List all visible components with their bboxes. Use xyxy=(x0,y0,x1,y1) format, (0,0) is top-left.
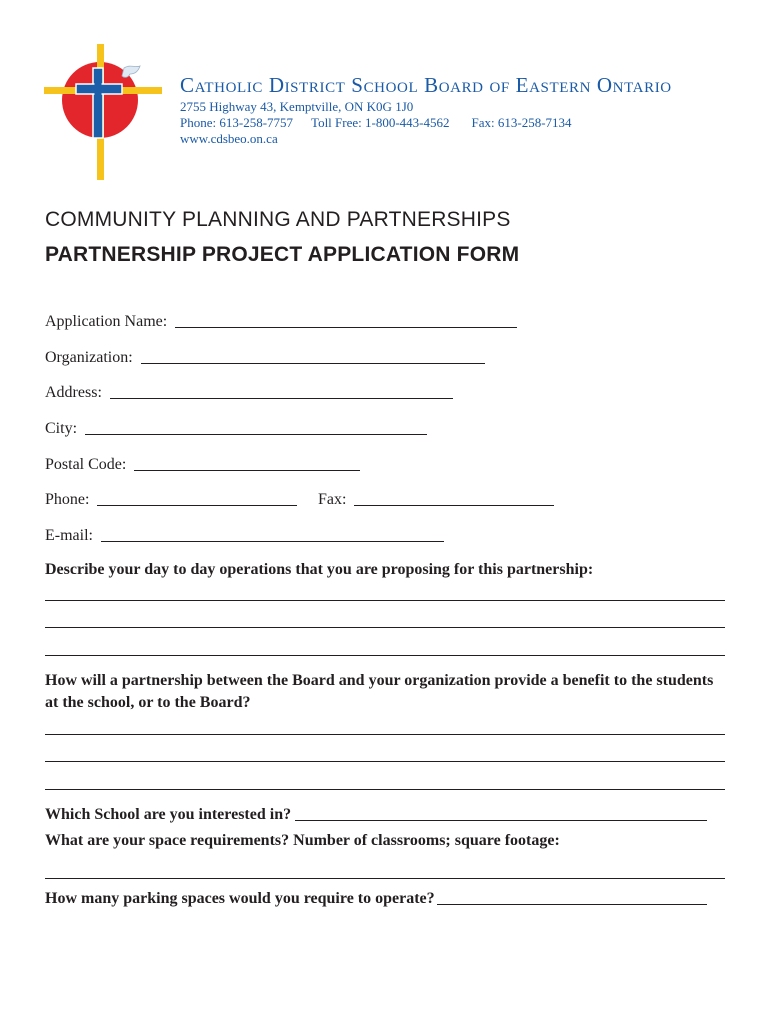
benefit-answer-line-2[interactable] xyxy=(45,761,725,762)
organization-label: Organization: xyxy=(45,349,133,366)
org-toll-free: Toll Free: 1-800-443-4562 xyxy=(311,115,450,130)
phone-field[interactable] xyxy=(45,487,297,509)
org-fax: Fax: 613-258-7134 xyxy=(471,115,572,130)
phone-label: Phone: xyxy=(45,491,90,508)
org-name: Catholic District School Board of Eastern Ontario xyxy=(180,73,672,97)
fax-field[interactable] xyxy=(318,487,554,509)
parking-input-line[interactable] xyxy=(437,903,707,905)
organization-input-line[interactable] xyxy=(141,362,485,364)
address-input-line[interactable] xyxy=(110,397,453,399)
email-label: E-mail: xyxy=(45,527,93,544)
org-phone: Phone: 613-258-7757 xyxy=(180,115,294,130)
org-address: 2755 Highway 43, Kemptville, ON K0G 1J0 xyxy=(180,99,414,114)
postal-code-field[interactable] xyxy=(45,452,360,474)
form-title: PARTNERSHIP PROJECT APPLICATION FORM xyxy=(45,243,520,266)
school-field[interactable] xyxy=(45,802,707,824)
fax-label: Fax: xyxy=(318,491,347,508)
operations-answer-line-3[interactable] xyxy=(45,655,725,656)
address-field[interactable] xyxy=(45,380,453,402)
parking-question: How many parking spaces would you require to operate? xyxy=(45,890,435,907)
benefit-question: How will a partnership between the Board and your organization provide a benefit to the students at the school, or to the Board? xyxy=(45,672,714,711)
org-website: www.cdsbeo.on.ca xyxy=(180,131,278,146)
operations-answer-line-2[interactable] xyxy=(45,627,725,628)
fax-input-line[interactable] xyxy=(354,504,554,506)
phone-input-line[interactable] xyxy=(97,504,297,506)
school-question: Which School are you interested in? xyxy=(45,806,292,823)
benefit-answer-line-1[interactable] xyxy=(45,734,725,735)
parking-field[interactable] xyxy=(45,886,707,908)
space-question: What are your space requirements? Number of classrooms; square footage: xyxy=(45,832,560,849)
application-name-field[interactable] xyxy=(45,309,517,331)
address-label: Address: xyxy=(45,384,102,401)
city-input-line[interactable] xyxy=(85,433,427,435)
org-contact-line xyxy=(180,115,572,131)
application-name-input-line[interactable] xyxy=(175,326,517,328)
city-label: City: xyxy=(45,420,78,437)
postal-code-label: Postal Code: xyxy=(45,456,127,473)
email-field[interactable] xyxy=(45,523,444,545)
section-title: COMMUNITY PLANNING AND PARTNERSHIPS xyxy=(45,208,511,231)
email-input-line[interactable] xyxy=(101,540,444,542)
benefit-answer-line-3[interactable] xyxy=(45,789,725,790)
application-name-label: Application Name: xyxy=(45,313,168,330)
space-answer-line[interactable] xyxy=(45,878,725,879)
logo-dove-icon xyxy=(122,66,140,77)
operations-question: Describe your day to day operations that you are proposing for this partnership: xyxy=(45,561,594,578)
operations-answer-line-1[interactable] xyxy=(45,600,725,601)
school-input-line[interactable] xyxy=(295,819,707,821)
organization-field[interactable] xyxy=(45,345,485,367)
city-field[interactable] xyxy=(45,416,427,438)
cdsbeo-logo xyxy=(44,44,162,180)
postal-code-input-line[interactable] xyxy=(134,469,360,471)
